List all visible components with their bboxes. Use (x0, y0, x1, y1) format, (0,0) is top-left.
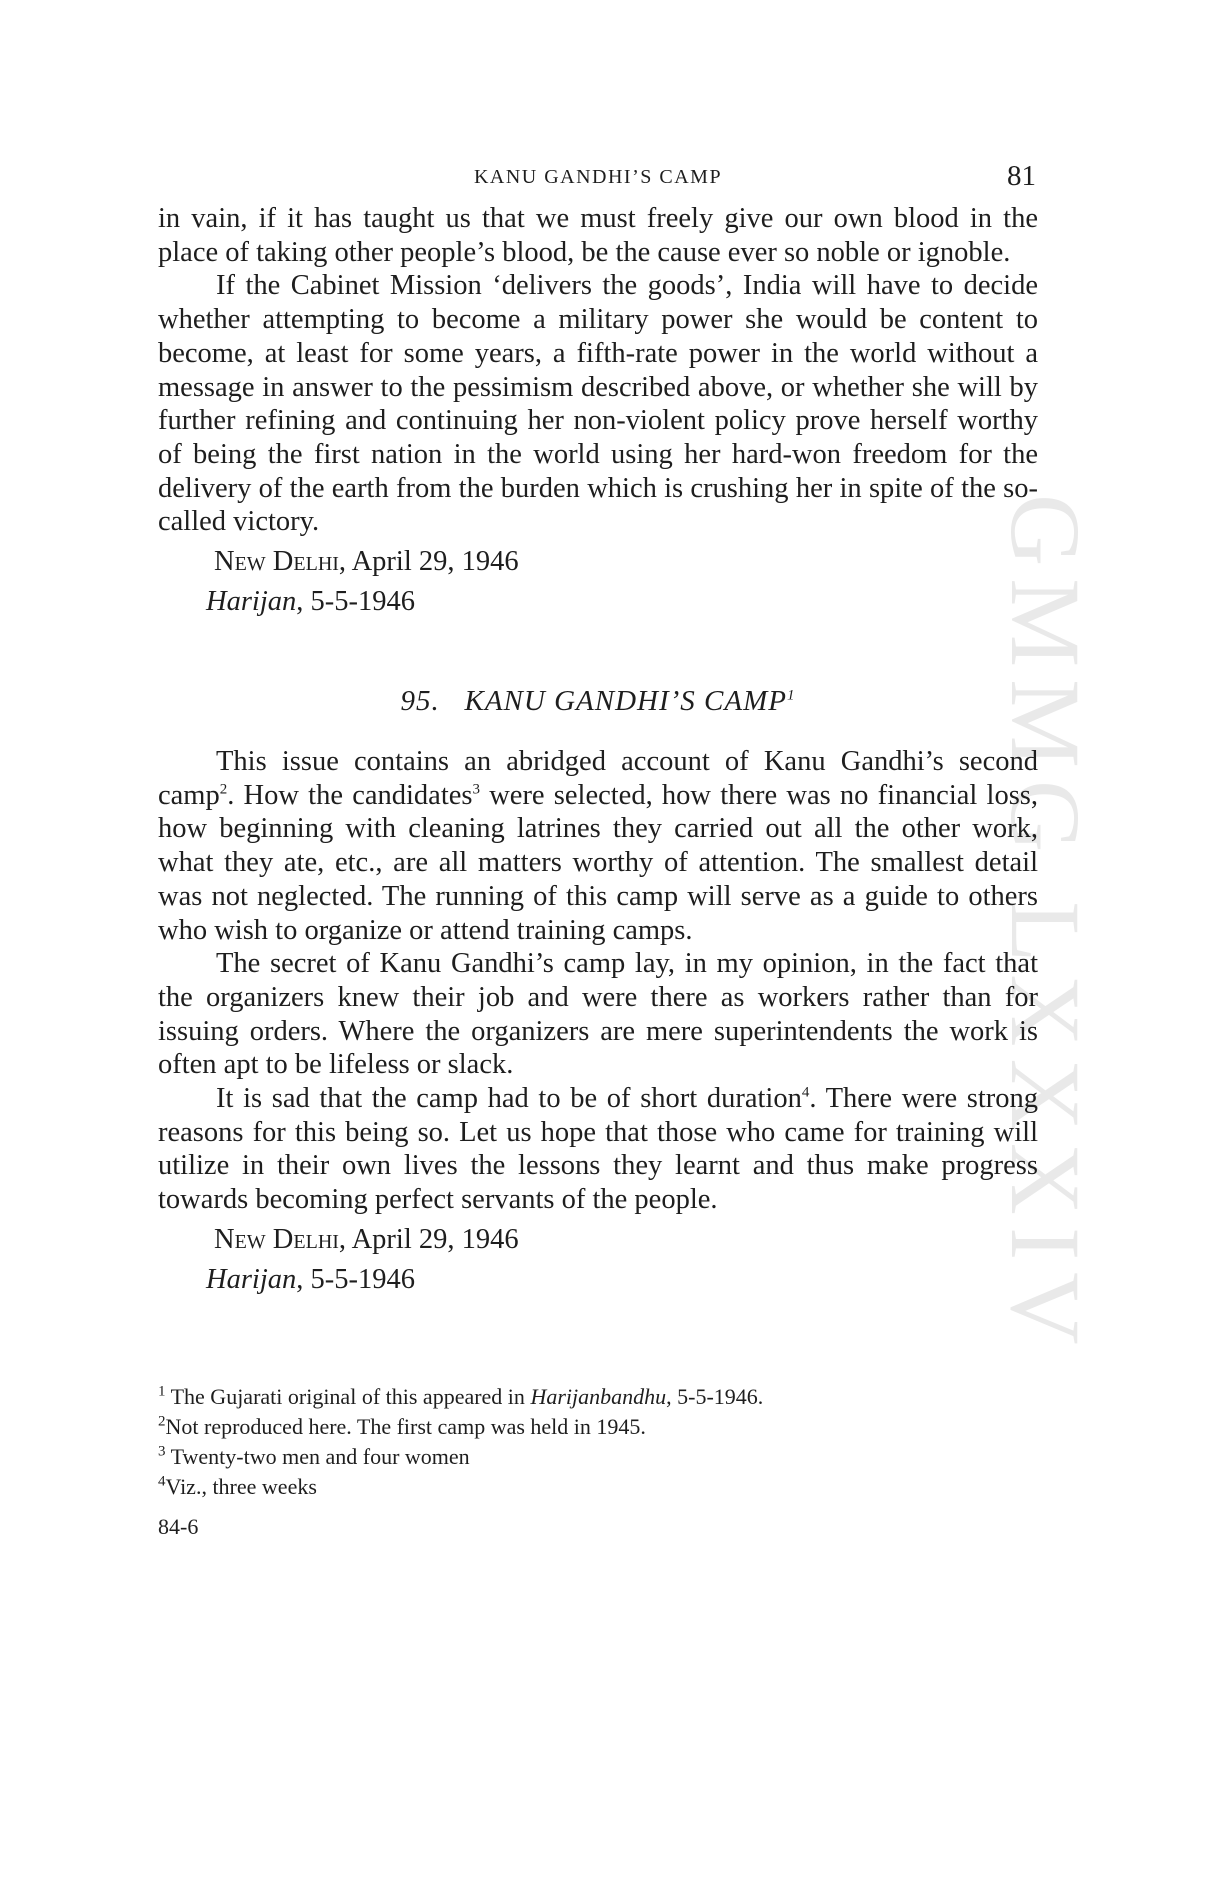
source-date: , 5-5-1946 (296, 586, 415, 618)
text-run: were selected, how there was no financial loss, how beginning with cleaning latrines they carried out all the other work, what they ate, etc., are all matters worthy of attention. The smallest detail was not neglected. The running of this camp will serve as a guide to others who wish to organize or attend training camps. (158, 779, 1038, 946)
footnote-text: Not reproduced here. The first camp was held in 1945. (165, 1413, 646, 1439)
footnote-ref: 4 (801, 1084, 810, 1101)
source-line (206, 1260, 1038, 1300)
paragraph: in vain, if it has taught us that we must freely give our own blood in the place of taking other people’s blood, be the cause ever so noble or ignoble. (158, 203, 1038, 268)
running-head (158, 160, 1038, 202)
paragraph: The secret of Kanu Gandhi’s camp lay, in my opinion, in the fact that the organizers knew their job and were there as workers rather than for issuing orders. Where the organizers are mere superintendents the work is often apt to be lifeless or slack. (158, 948, 1038, 1081)
footnote-number: 2 (158, 1413, 166, 1430)
paragraph (158, 745, 1038, 947)
footnote-ref: 2 (219, 781, 228, 798)
footnote-italic: Harijanbandhu (530, 1383, 667, 1409)
page-number: 81 (1007, 160, 1036, 192)
footnote (158, 1472, 1038, 1502)
footnote-number: 1 (158, 1383, 166, 1400)
article-body (158, 745, 1038, 1300)
article-title: KANU GANDHI’S CAMP (464, 685, 787, 718)
source: Harijan (206, 1263, 297, 1295)
paragraph (158, 1082, 1038, 1217)
place: New Delhi (214, 546, 339, 578)
text-run: It is sad that the camp had to be of short duration (216, 1083, 802, 1115)
footnote-text: Twenty-two men and four women (165, 1443, 470, 1469)
place-date-line (214, 542, 1038, 582)
signature-block (206, 542, 1038, 622)
article-number: 95. (400, 685, 440, 718)
date: , April 29, 1946 (338, 1223, 519, 1255)
source-date: , 5-5-1946 (296, 1263, 415, 1295)
footnote (158, 1442, 1038, 1472)
footnote-text: Viz., three weeks (165, 1473, 317, 1499)
previous-item (158, 202, 1038, 622)
text-run: . How the candidates (227, 779, 473, 811)
footnote-number: 3 (158, 1443, 166, 1460)
place: New Delhi (214, 1223, 339, 1255)
article-heading (158, 685, 1038, 718)
date: , April 29, 1946 (338, 546, 519, 578)
footnote-ref: 1 (786, 687, 796, 704)
footnote-ref: 3 (472, 781, 480, 798)
source: Harijan (206, 586, 297, 618)
footnotes (158, 1382, 1038, 1542)
footnote (158, 1382, 1038, 1412)
text-run: . There were strong reasons for this being so. Let us hope that those who came for training will utilize in their own lives the lessons they learnt and thus make progress towards becoming perfect servants of the people. (158, 1083, 1038, 1216)
page (158, 160, 1038, 1542)
signature-block (206, 1220, 1038, 1300)
place-date-line (214, 1220, 1038, 1260)
footnote (158, 1412, 1038, 1442)
footnote-number: 4 (158, 1473, 166, 1490)
footnote-text: , 5-5-1946. (666, 1383, 764, 1409)
text-run: This issue contains an abridged account of Kanu Gandhi’s second camp (158, 746, 1038, 811)
paragraph: If the Cabinet Mission ‘delivers the goods’, India will have to decide whether attempting to become a military power she would be content to become, at least for some years, a fifth-rate power in the world without a message in answer to the pessimism described above, or whether she will by further refining and continuing her non-violent policy prove herself worthy of being the first nation in the world using her hard-won freedom for the delivery of the earth from the burden which is crushing her in spite of the so-called victory. (158, 270, 1038, 538)
folio: 84-6 (158, 1513, 199, 1539)
footnote-text: The Gujarati original of this appeared in (165, 1383, 531, 1409)
running-title: KANU GANDHI’S CAMP (473, 166, 723, 188)
watermark-text: GMMG LXXXIV (990, 493, 1101, 1357)
source-line (206, 582, 1038, 622)
